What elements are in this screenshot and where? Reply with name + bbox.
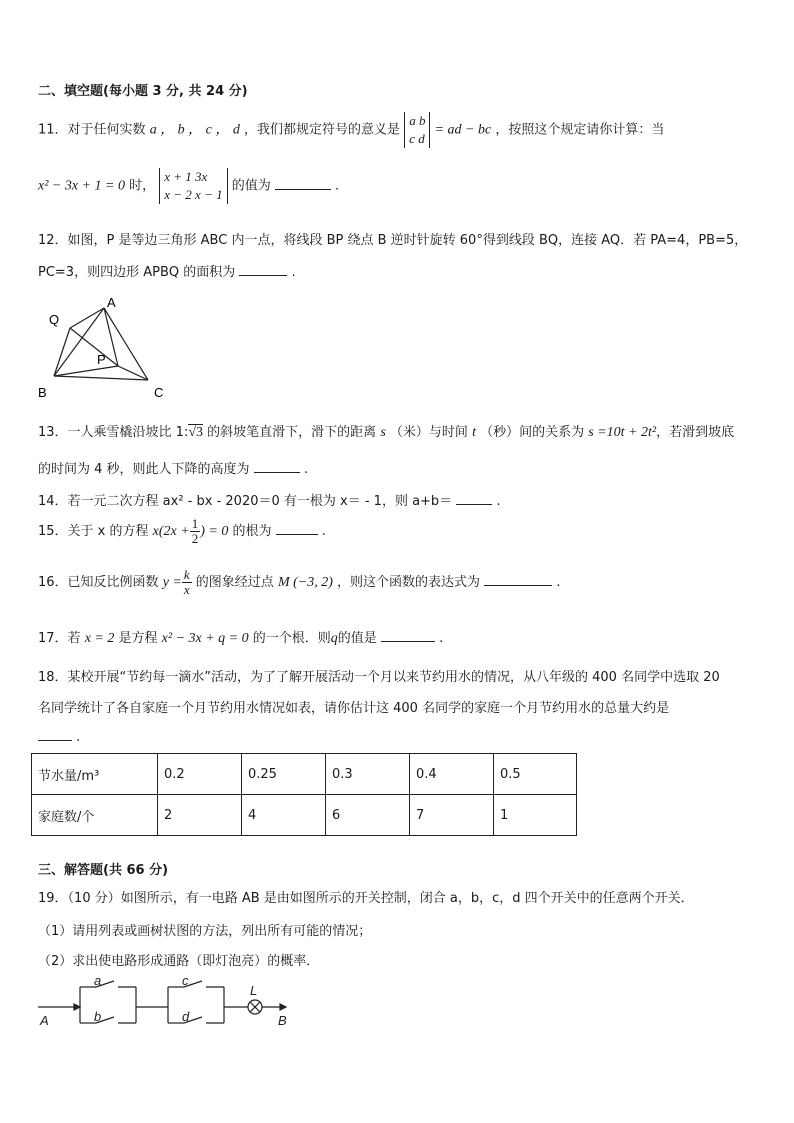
question-13-line2 <box>38 458 308 477</box>
q15-end: . <box>321 524 326 539</box>
q13-var-s: s <box>380 425 386 440</box>
q13-end: . <box>303 462 308 477</box>
question-17 <box>38 627 443 647</box>
table-cell: 7 <box>410 795 494 836</box>
q17-end: . <box>439 631 444 646</box>
label-switch-b: b <box>94 1009 102 1024</box>
water-saving-table <box>31 753 577 836</box>
q11-det-row1: a b <box>409 113 426 128</box>
section-heading-answer: 三、解答题(共 66 分) <box>38 863 169 878</box>
table-cell: 家庭数/个 <box>32 795 158 836</box>
q11-end: . <box>335 178 340 194</box>
label-p: P <box>97 352 106 367</box>
label-switch-a: a <box>94 973 102 988</box>
q11-determinant <box>404 112 430 148</box>
label-terminal-b: B <box>278 1013 287 1028</box>
table-cell: 4 <box>242 795 326 836</box>
label-terminal-a: A <box>40 1013 49 1028</box>
question-18-line2: 名同学统计了各自家庭一个月节约用水情况如表，请你估计这 400 名同学的家庭一个月节约用水的总量大约是 <box>38 701 670 716</box>
table-row <box>32 795 577 836</box>
table-cell: 0.5 <box>494 754 577 795</box>
q13-text-c: （米）与时间 <box>389 425 468 440</box>
label-a: A <box>107 295 116 310</box>
q18-end: . <box>76 730 81 745</box>
q16-y: y = <box>162 575 182 590</box>
label-lamp: L <box>250 983 258 998</box>
section-heading-fill-in: 二、填空题(每小题 3 分, 共 24 分) <box>38 84 248 99</box>
q17-text-b: 是方程 <box>118 631 158 646</box>
q13-formula: s =10t + 2t² <box>588 425 657 440</box>
table-cell: 2 <box>158 795 242 836</box>
q15-frac-num: 1 <box>191 516 199 531</box>
table-cell: 0.3 <box>326 754 410 795</box>
question-11-line1 <box>38 112 664 148</box>
label-c: C <box>154 385 164 400</box>
question-18-line1: 18．某校开展“节约每一滴水”活动，为了了解开展活动一个月以来节约用水的情况，从八年级的 400 名同学中选取 20 <box>38 670 720 685</box>
q11-det2-row1: x + 1 3x <box>164 169 208 184</box>
q11-definition: = ad − bc <box>434 122 492 138</box>
answer-blank[interactable] <box>38 728 72 741</box>
q17-eq: x² − 3x + q = 0 <box>161 631 249 646</box>
q16-end: . <box>556 575 561 590</box>
answer-blank[interactable] <box>239 263 287 276</box>
q15-text-a: 15．关于 x 的方程 <box>38 524 149 539</box>
q17-cond: x = 2 <box>84 631 115 646</box>
q11-text-c: ，按照这个规定请你计算：当 <box>495 122 665 138</box>
q11-determinant-2 <box>159 168 227 204</box>
edge-bc <box>54 376 148 380</box>
edge-bq <box>54 328 70 376</box>
q11-vars: a ， b ， c ， d <box>149 122 240 138</box>
question-15 <box>38 517 326 546</box>
q14-end: . <box>496 494 501 509</box>
question-19-part1: （1）请用列表或画树状图的方法，列出所有可能的情况； <box>38 924 372 939</box>
q11-condition-suffix: 时， <box>129 178 156 194</box>
question-12-line2 <box>38 261 296 280</box>
question-19-part2: （2）求出使电路形成通路（即灯泡亮）的概率． <box>38 954 320 969</box>
answer-blank[interactable] <box>456 492 492 505</box>
q11-text-a: 11．对于任何实数 <box>38 122 146 138</box>
q16-frac-den: x <box>183 582 190 597</box>
q13-text-e: ，若滑到坡底 <box>656 425 735 440</box>
q11-tail: 的值为 <box>231 178 271 194</box>
table-cell: 0.2 <box>158 754 242 795</box>
q17-text-c: 的一个根．则 <box>252 631 331 646</box>
q12-triangle-figure <box>30 293 180 405</box>
arrow-icon <box>280 1004 286 1010</box>
q16-frac-num: k <box>183 567 190 582</box>
answer-blank[interactable] <box>254 460 300 473</box>
arrow-icon <box>74 1004 80 1010</box>
edge-qa <box>70 308 104 328</box>
q11-text-b: ，我们都规定符号的意义是 <box>244 122 401 138</box>
table-cell: 1 <box>494 795 577 836</box>
question-13-line1 <box>38 421 734 441</box>
label-b: B <box>38 385 47 400</box>
label-q: Q <box>49 312 60 327</box>
question-19-line1: 19．（10 分）如图所示，有一电路 AB 是由如图所示的开关控制，闭合 a，b，c，d 四个开关中的任意两个开关． <box>38 891 694 906</box>
table-cell: 节水量/m³ <box>32 754 158 795</box>
answer-blank[interactable] <box>276 522 318 535</box>
q16-fraction <box>182 568 192 597</box>
question-12-line1: 12．如图，P 是等边三角形 ABC 内一点，将线段 BP 绕点 B 逆时针旋转 60°得到线段 BQ，连接 AQ．若 PA=4，PB=5， <box>38 233 748 248</box>
q16-point: M (−3, 2) <box>277 575 333 590</box>
q15-expr-b: ) = 0 <box>200 524 229 539</box>
q11-condition: x² − 3x + 1 = 0 <box>38 178 125 194</box>
answer-blank[interactable] <box>381 629 435 642</box>
circuit-diagram <box>34 973 304 1035</box>
q16-text-b: 的图象经过点 <box>195 575 274 590</box>
question-16 <box>38 568 560 597</box>
q12-end: . <box>291 265 296 280</box>
question-14 <box>38 490 501 509</box>
q14-text: 14．若一元二次方程 ax² - bx - 2020＝0 有一根为 x＝ - 1，则 a+b＝ <box>38 494 453 509</box>
q17-text-a: 17．若 <box>38 631 81 646</box>
q13-text-b: 的斜坡笔直滑下，滑下的距离 <box>207 425 377 440</box>
q15-fraction <box>190 517 201 546</box>
q13-text-line2: 的时间为 4 秒，则此人下降的高度为 <box>38 462 250 477</box>
q17-var-q: q <box>330 631 338 646</box>
question-18-line3 <box>38 728 80 745</box>
q16-text-a: 16．已知反比例函数 <box>38 575 159 590</box>
table-cell: 6 <box>326 795 410 836</box>
answer-blank[interactable] <box>484 573 552 586</box>
table-row <box>32 754 577 795</box>
table-cell: 0.4 <box>410 754 494 795</box>
q15-expr-a: x(2x + <box>152 524 190 539</box>
q13-text-d: （秒）间的关系为 <box>480 425 585 440</box>
q12-text: PC=3，则四边形 APBQ 的面积为 <box>38 265 236 280</box>
q13-var-t: t <box>472 425 476 440</box>
edge-bp <box>54 366 118 376</box>
question-11-line2 <box>38 168 339 204</box>
q13-text-a: 13．一人乘雪橇沿坡比 1: <box>38 425 189 440</box>
label-switch-d: d <box>182 1009 190 1024</box>
q13-sqrt: √3 <box>188 425 204 440</box>
q17-text-d: 的值是 <box>337 631 377 646</box>
q11-det2-row2: x − 2 x − 1 <box>164 187 223 202</box>
q15-text-b: 的根为 <box>232 524 272 539</box>
table-cell: 0.25 <box>242 754 326 795</box>
q16-text-c: ，则这个函数的表达式为 <box>337 575 481 590</box>
q15-frac-den: 2 <box>191 531 199 546</box>
answer-blank[interactable] <box>275 177 331 190</box>
label-switch-c: c <box>182 973 189 988</box>
q11-det-row2: c d <box>409 131 425 146</box>
